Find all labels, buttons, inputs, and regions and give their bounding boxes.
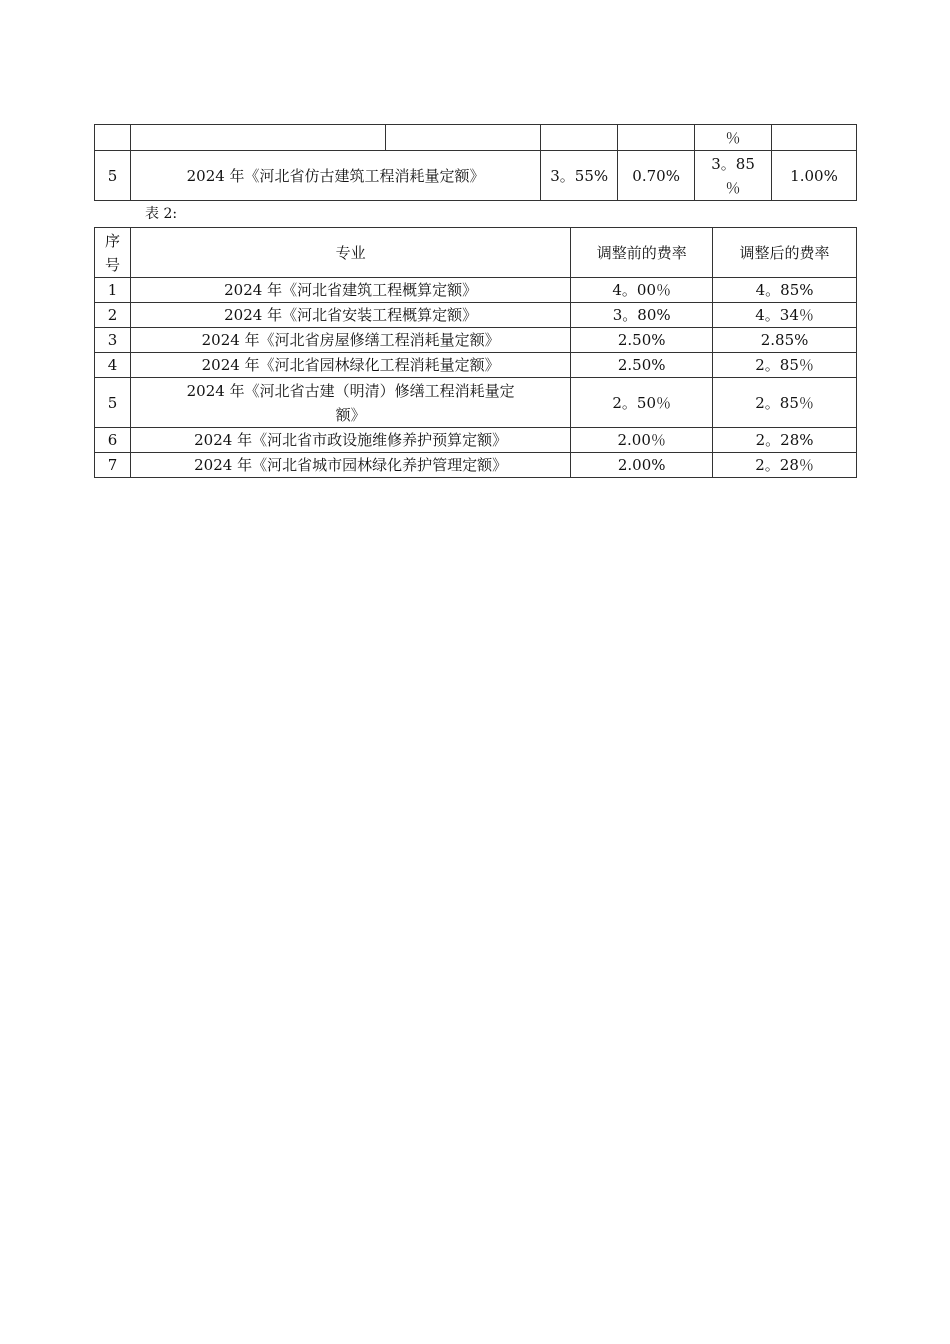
quota-name: 2024 年《河北省园林绿化工程消耗量定额》 (130, 353, 570, 378)
quota-name: 2024 年《河北省房屋修缮工程消耗量定额》 (130, 328, 570, 353)
table-header-row (95, 228, 857, 278)
rate-before: 2.50% (571, 353, 713, 378)
table-row (95, 328, 857, 353)
row-number: 5 (95, 378, 131, 428)
table-row (95, 151, 857, 201)
table-cell (772, 125, 857, 151)
header-line: 号 (104, 255, 120, 274)
quota-name-line: 2024 年《河北省古建（明清）修缮工程消耗量定 (186, 381, 515, 400)
fee-table-2 (94, 227, 857, 478)
quota-name: 2024 年《河北省安装工程概算定额》 (130, 303, 570, 328)
header-before: 调整前的费率 (571, 228, 713, 278)
rate-line: ％ (725, 178, 741, 197)
quota-name: 2024 年《河北省市政设施维修养护预算定额》 (130, 428, 570, 453)
row-number: 3 (95, 328, 131, 353)
rate-before: 2.00％ (571, 428, 713, 453)
table-row (95, 353, 857, 378)
rate-before: 2。50％ (571, 378, 713, 428)
rate-after: 4。85% (713, 278, 857, 303)
rate-after: 2。85％ (713, 353, 857, 378)
rate-after: 2。85％ (713, 378, 857, 428)
rate-cell: 1.00% (772, 151, 857, 201)
row-number: 7 (95, 453, 131, 478)
rate-before: 2.50% (571, 328, 713, 353)
row-number: 5 (95, 151, 131, 201)
quota-name: 2024 年《河北省建筑工程概算定额》 (130, 278, 570, 303)
row-number: 2 (95, 303, 131, 328)
table-cell (541, 125, 618, 151)
rate-after: 4。34％ (713, 303, 857, 328)
table-row (95, 303, 857, 328)
table-cell (130, 125, 385, 151)
quota-name: 2024 年《河北省城市园林绿化养护管理定额》 (130, 453, 570, 478)
quota-name-line: 额》 (335, 405, 366, 424)
rate-cell (695, 151, 772, 201)
rate-cell: 0.70% (618, 151, 695, 201)
table-row (95, 428, 857, 453)
table-row (95, 125, 857, 151)
rate-before: 2.00% (571, 453, 713, 478)
table-row (95, 278, 857, 303)
rate-after: 2.85% (713, 328, 857, 353)
rate-before: 3。80% (571, 303, 713, 328)
table-row (95, 378, 857, 428)
rate-before: 4。00％ (571, 278, 713, 303)
table-row (95, 453, 857, 478)
row-number: 1 (95, 278, 131, 303)
row-number: 6 (95, 428, 131, 453)
rate-line: 3。85 (711, 154, 755, 173)
header-after: 调整后的费率 (713, 228, 857, 278)
table-cell (618, 125, 695, 151)
rate-cell: 3。55% (541, 151, 618, 201)
header-num (95, 228, 131, 278)
rate-after: 2。28% (713, 428, 857, 453)
table-caption: 表 2: (145, 206, 178, 222)
quota-name: 2024 年《河北省仿古建筑工程消耗量定额》 (130, 151, 540, 201)
fee-table-1-continued (94, 124, 857, 201)
rate-after: 2。28％ (713, 453, 857, 478)
table-cell (95, 125, 131, 151)
header-name: 专业 (130, 228, 570, 278)
percent-cell: ％ (695, 125, 772, 151)
header-line: 序 (104, 231, 120, 250)
table-cell (385, 125, 541, 151)
quota-name (130, 378, 570, 428)
row-number: 4 (95, 353, 131, 378)
